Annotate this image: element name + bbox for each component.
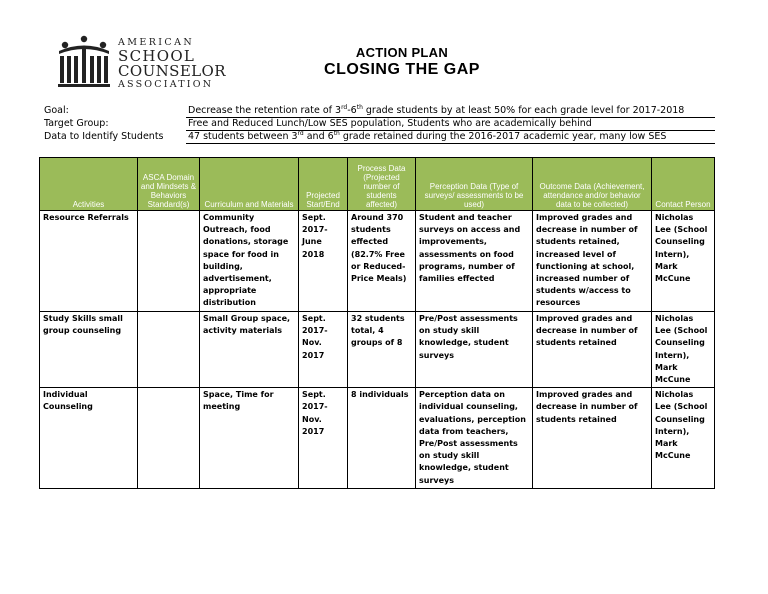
table-cell: Study Skills small group counseling	[40, 312, 138, 388]
target-group-label: Target Group:	[44, 118, 109, 129]
table-cell: Improved grades and decrease in number of students retained	[533, 388, 652, 489]
org-name-line1: AMERICAN	[118, 37, 195, 48]
col-header-asca-standards: ASCA Domain and Mindsets & Behaviors Standard(s)	[138, 158, 200, 211]
table-row	[40, 211, 715, 312]
col-header-contact: Contact Person	[652, 158, 715, 211]
col-header-perception-data: Perception Data (Type of surveys/ assessments to be used)	[416, 158, 533, 211]
table-cell: Nicholas Lee (School Counseling Intern), Mark McCune	[652, 211, 715, 312]
col-header-curriculum: Curriculum and Materials	[200, 158, 299, 211]
table-cell: Pre/Post assessments on study skill knowledge, student surveys	[416, 312, 533, 388]
table-cell: Nicholas Lee (School Counseling Intern), Mark McCune	[652, 388, 715, 489]
goal-value: Decrease the retention rate of 3rd-6th grade students by at least 50% for each grade level for 2017-2018	[186, 104, 715, 118]
data-identify-value: 47 students between 3rd and 6th grade retained during the 2016-2017 academic year, many low SES	[186, 130, 715, 144]
target-group-value: Free and Reduced Lunch/Low SES population, Students who are academically behind	[186, 117, 715, 131]
org-name-line2: SCHOOL	[118, 46, 196, 65]
table-cell: Resource Referrals	[40, 211, 138, 312]
table-row	[40, 312, 715, 388]
org-name-line4: ASSOCIATION	[118, 78, 214, 90]
table-cell: Improved grades and decrease in number of students retained	[533, 312, 652, 388]
table-cell: Nicholas Lee (School Counseling Intern), Mark McCune	[652, 312, 715, 388]
col-header-activities: Activities	[40, 158, 138, 211]
table-cell: Improved grades and decrease in number of students retained, increased level of functioning at school, increased number of students w/access to resources	[533, 211, 652, 312]
table-cell: Individual Counseling	[40, 388, 138, 489]
table-cell	[138, 312, 200, 388]
table-row	[40, 388, 715, 489]
table-cell: Sept. 2017- June 2018	[299, 211, 348, 312]
table-cell: Community Outreach, food donations, storage space for food in building, advertisement, appropriate distribution	[200, 211, 299, 312]
table-cell: 32 students total, 4 groups of 8	[348, 312, 416, 388]
doc-title: ACTION PLAN	[355, 45, 449, 60]
table-header-row	[40, 158, 715, 211]
col-header-projected: Projected Start/End	[299, 158, 348, 211]
table-cell: Around 370 students effected (82.7% Free or Reduced-Price Meals)	[348, 211, 416, 312]
table-cell: Small Group space, activity materials	[200, 312, 299, 388]
table-cell: Sept. 2017- Nov. 2017	[299, 388, 348, 489]
data-identify-label: Data to Identify Students	[44, 131, 164, 142]
doc-subtitle: CLOSING THE GAP	[324, 61, 480, 78]
table-cell: 8 individuals	[348, 388, 416, 489]
table-cell: Sept. 2017- Nov. 2017	[299, 312, 348, 388]
table-cell	[138, 211, 200, 312]
org-name-line3: COUNSELOR	[118, 61, 226, 80]
col-header-outcome-data: Outcome Data (Achievement, attendance and/or behavior data to be collected)	[533, 158, 652, 211]
table-cell: Perception data on individual counseling, evaluations, perception data from teachers, Pre/Post assessments on study skill knowledge, student surveys	[416, 388, 533, 489]
table-cell: Space, Time for meeting	[200, 388, 299, 489]
goal-label: Goal:	[44, 105, 69, 116]
table-cell: Student and teacher surveys on access and improvements, assessments on food programs, number of families effected	[416, 211, 533, 312]
action-plan-table	[39, 157, 715, 489]
col-header-process-data: Process Data (Projected number of students affected)	[348, 158, 416, 211]
table-cell	[138, 388, 200, 489]
